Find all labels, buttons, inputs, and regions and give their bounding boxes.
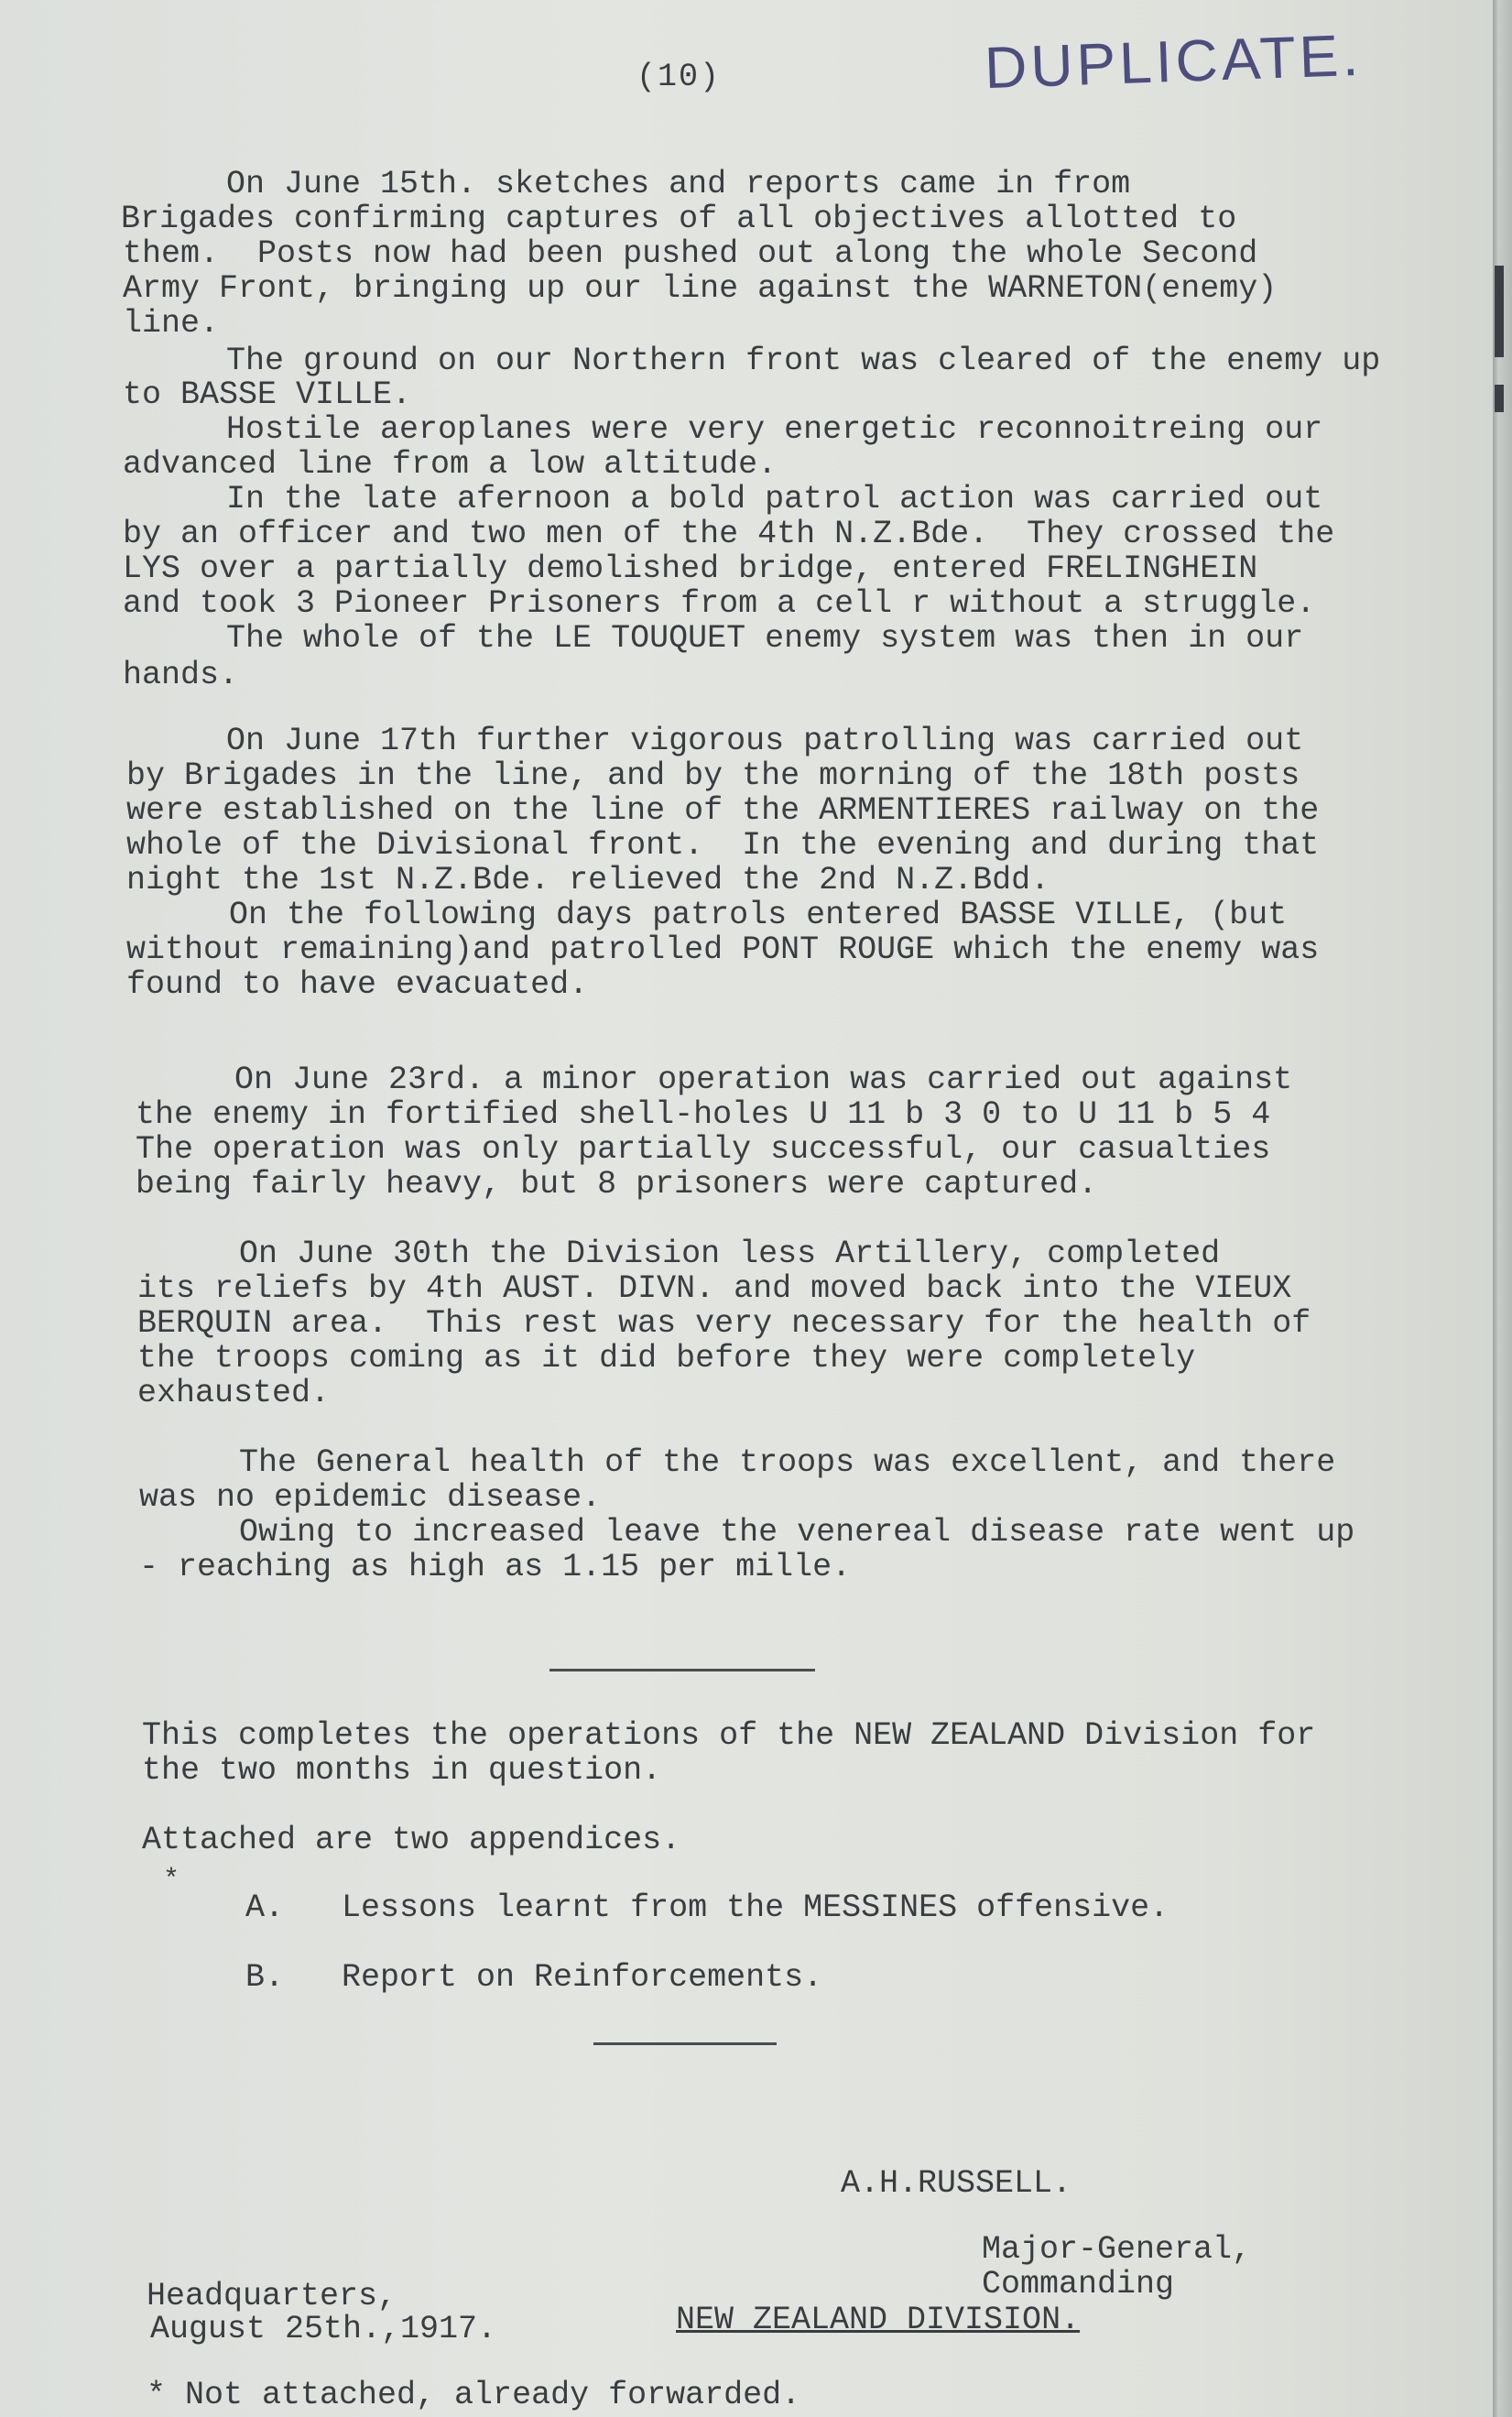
edge-mark xyxy=(1495,266,1504,302)
appendix-b: B. Report on Reinforcements. xyxy=(245,1959,823,1996)
text-line: them. Posts now had been pushed out along the whole Second xyxy=(123,235,1258,272)
text-line: Attached are two appendices. xyxy=(142,1822,681,1858)
text-line: The ground on our Northern front was cleared of the enemy up xyxy=(226,343,1381,379)
text-line: the troops coming as it did before they were completely xyxy=(137,1340,1196,1377)
text-line: the enemy in fortified shell-holes U 11 b 3 0 to U 11 b 5 4 xyxy=(136,1096,1271,1133)
duplicate-stamp: DUPLICATE. xyxy=(983,21,1364,102)
text-line: On June 30th the Division less Artillery, completed xyxy=(239,1236,1221,1272)
date: August 25th.,1917. xyxy=(150,2311,497,2347)
text-line: On June 17th further vigorous patrolling was carried out xyxy=(226,723,1304,759)
text-line: line. xyxy=(123,305,220,342)
text-line: being fairly heavy, but 8 prisoners were captured. xyxy=(136,1166,1098,1203)
text-line: Army Front, bringing up our line against the WARNETON(enemy) xyxy=(123,270,1278,307)
edge-mark xyxy=(1495,385,1504,412)
text-line: found to have evacuated. xyxy=(126,966,589,1003)
text-line: LYS over a partially demolished bridge, entered FRELINGHEIN xyxy=(123,550,1258,587)
text-line: The whole of the LE TOUQUET enemy system was then in our xyxy=(226,620,1304,657)
signatory-name: A.H.RUSSELL. xyxy=(841,2165,1072,2202)
appendix-a: A. Lessons learnt from the MESSINES offensive. xyxy=(245,1889,1169,1926)
text-line: night the 1st N.Z.Bde. relieved the 2nd N.Z.Bdd. xyxy=(126,862,1050,898)
text-line: On June 23rd. a minor operation was carried out against xyxy=(234,1062,1293,1098)
text-line: without remaining)and patrolled PONT ROUGE which the enemy was xyxy=(126,931,1320,968)
signatory-rank: Major-General, xyxy=(982,2231,1252,2268)
section-divider xyxy=(593,2042,777,2045)
text-line: the two months in question. xyxy=(142,1752,662,1789)
text-line: its reliefs by 4th AUST. DIVN. and moved back into the VIEUX xyxy=(137,1270,1292,1307)
text-line: This completes the operations of the NEW ZEALAND Division for xyxy=(142,1717,1316,1754)
text-line: by an officer and two men of the 4th N.Z.Bde. They crossed the xyxy=(123,516,1335,552)
text-line: On June 15th. sketches and reports came in from xyxy=(226,166,1131,202)
signatory-unit: NEW ZEALAND DIVISION. xyxy=(676,2302,1081,2338)
text-line: and took 3 Pioneer Prisoners from a cell r without a struggle. xyxy=(123,585,1316,622)
text-line: whole of the Divisional front. In the evening and during that xyxy=(126,827,1320,864)
text-line: Brigades confirming captures of all objectives allotted to xyxy=(121,201,1237,237)
text-line: The General health of the troops was excellent, and there xyxy=(239,1444,1336,1481)
text-line: hands. xyxy=(123,657,239,693)
asterisk-mark: * xyxy=(163,1865,180,1896)
location: Headquarters, xyxy=(147,2278,397,2314)
text-line: The operation was only partially successful, our casualties xyxy=(136,1131,1271,1168)
text-line: Hostile aeroplanes were very energetic reconnoitreing our xyxy=(226,411,1323,448)
text-line: were established on the line of the ARMENTIERES railway on the xyxy=(126,792,1320,829)
edge-mark xyxy=(1495,302,1504,357)
text-line: BERQUIN area. This rest was very necessary for the health of xyxy=(137,1305,1311,1342)
text-line: to BASSE VILLE. xyxy=(123,376,412,413)
text-line: exhausted. xyxy=(137,1375,331,1411)
page-number: (10) xyxy=(636,59,722,95)
signatory-role: Commanding xyxy=(982,2266,1175,2303)
text-line: In the late afernoon a bold patrol action was carried out xyxy=(226,481,1323,517)
text-line: advanced line from a low altitude. xyxy=(123,446,778,483)
text-line: was no epidemic disease. xyxy=(139,1479,602,1516)
text-line: - reaching as high as 1.15 per mille. xyxy=(139,1549,852,1585)
text-line: Owing to increased leave the venereal disease rate went up xyxy=(239,1514,1355,1551)
text-line: On the following days patrols entered BASSE VILLE, (but xyxy=(229,897,1288,933)
footnote: * Not attached, already forwarded. xyxy=(147,2377,801,2413)
adjacent-page-edge xyxy=(1493,0,1512,2417)
text-line: by Brigades in the line, and by the morning of the 18th posts xyxy=(126,757,1300,794)
section-divider xyxy=(549,1669,815,1671)
